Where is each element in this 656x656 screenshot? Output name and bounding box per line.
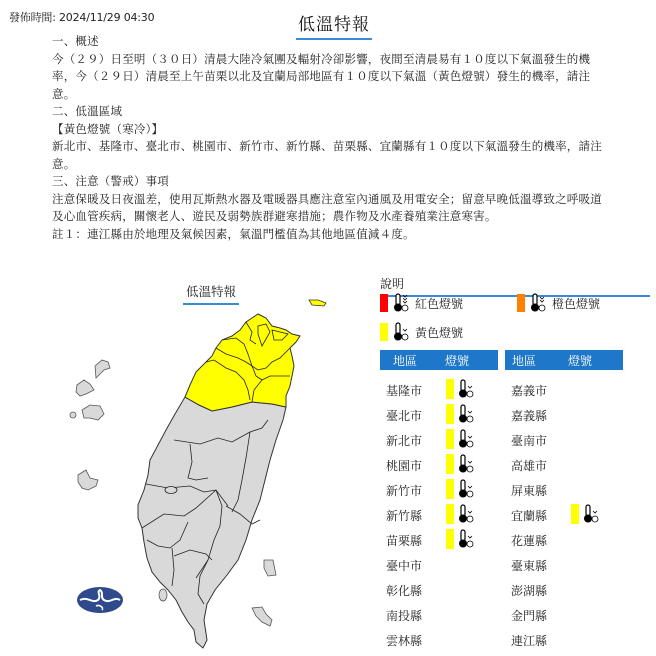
region-name: 高雄市 [511, 459, 548, 473]
table-row [511, 527, 626, 552]
cwa-logo-icon [77, 587, 123, 613]
issue-time: 發佈時間: 2024/11/29 04:30 [9, 11, 155, 24]
region-name: 連江縣 [511, 634, 548, 648]
region-name: 彰化縣 [386, 584, 423, 598]
thermometer-icon [457, 454, 475, 474]
table-row [386, 577, 501, 602]
region-name: 桃園市 [386, 459, 423, 473]
legend-title: 說明 [380, 275, 650, 297]
table-row [386, 377, 501, 402]
thermometer-icon [582, 504, 600, 524]
matsu-island [309, 300, 326, 306]
table-row [386, 502, 501, 527]
taiwan-north-yellow [185, 314, 300, 411]
legend-yellow-label: 黃色燈號 [415, 325, 464, 340]
yellow-swatch [446, 404, 454, 424]
thermometer-icon [457, 504, 475, 524]
yellow-signal [446, 379, 480, 399]
area-text: 新北市、基隆市、臺北市、桃園市、新竹市、新竹縣、苗栗縣、宜蘭縣有１０度以下氣溫發生的機率，請注意。 [52, 139, 602, 171]
table-row [511, 377, 626, 402]
region-name: 南投縣 [386, 609, 423, 623]
advisory-text [52, 33, 612, 243]
table-row [511, 452, 626, 477]
legend-red [380, 293, 463, 313]
caution-text: 注意保暖及日夜溫差，使用瓦斯熱水器及電暖器具應注意室內通風及用電安全；留意早晚低溫導致之呼吸道及心血管疾病，關懷老人、遊民及弱勢族群避寒措施；農作物及水產養殖業注意寒害。 [52, 191, 602, 223]
footnote: 註１：連江縣由於地理及氣候因素，氣溫門檻值為其他地區值減４度。 [52, 226, 415, 241]
region-name: 宜蘭縣 [511, 509, 548, 523]
yellow-swatch [571, 504, 579, 524]
overview-heading: 一、概述 [52, 34, 99, 48]
region-name: 雲林縣 [386, 634, 423, 648]
yellow-swatch [380, 323, 388, 341]
yellow-swatch [446, 454, 454, 474]
thermometer-icon [457, 529, 475, 549]
area-heading: 二、低溫區域 [52, 104, 123, 118]
region-name: 金門縣 [511, 609, 548, 623]
table-row [511, 402, 626, 427]
yellow-swatch [446, 379, 454, 399]
table-row [511, 427, 626, 452]
region-name: 嘉義縣 [511, 409, 548, 423]
region-name: 新竹市 [386, 484, 423, 498]
region-name: 臺東縣 [511, 559, 548, 573]
taiwan-map [40, 290, 340, 656]
table-row [386, 452, 501, 477]
legend-red-label: 紅色燈號 [415, 296, 464, 311]
table-row [386, 477, 501, 502]
thermometer-icon [392, 322, 410, 342]
yellow-signal [446, 404, 480, 424]
map-title: 低溫特報 [183, 282, 239, 305]
table-row [511, 602, 626, 627]
yellow-signal [446, 454, 480, 474]
table-row [511, 577, 626, 602]
penghu-island [95, 360, 110, 378]
thermometer-icon [457, 379, 475, 399]
region-name: 基隆市 [386, 384, 423, 398]
region-name: 嘉義市 [511, 384, 548, 398]
header-region: 地區 [512, 353, 537, 368]
region-name: 屏東縣 [511, 484, 548, 498]
red-swatch [380, 294, 388, 312]
thermometer-icon [457, 479, 475, 499]
region-name: 臺北市 [386, 409, 423, 423]
table-row [386, 427, 501, 452]
legend-orange [517, 293, 600, 313]
table-row [511, 477, 626, 502]
table-row [511, 502, 626, 527]
table-row [386, 402, 501, 427]
header-region: 地區 [393, 353, 418, 368]
yellow-swatch [446, 479, 454, 499]
table-row [511, 627, 626, 652]
yellow-swatch [446, 429, 454, 449]
table-row [386, 602, 501, 627]
yellow-signal [571, 504, 605, 524]
table-row [511, 552, 626, 577]
region-name: 臺中市 [386, 559, 423, 573]
region-name: 新竹縣 [386, 509, 423, 523]
header-signal: 燈號 [445, 353, 470, 368]
thermometer-icon [392, 293, 410, 313]
alert-level-label: 【黃色燈號（寒冷）】 [52, 121, 164, 136]
orange-swatch [517, 294, 525, 312]
yellow-signal [446, 529, 480, 549]
region-name: 新北市 [386, 434, 423, 448]
yellow-signal [446, 479, 480, 499]
table-row [386, 552, 501, 577]
region-name: 苗栗縣 [386, 534, 423, 548]
thermometer-icon [457, 404, 475, 424]
table-row [386, 527, 501, 552]
table-header-left [380, 350, 498, 370]
region-name: 臺南市 [511, 434, 548, 448]
yellow-swatch [446, 504, 454, 524]
table-row [386, 627, 501, 652]
caution-heading: 三、注意（警戒）事項 [52, 174, 169, 188]
legend-orange-label: 橙色燈號 [552, 296, 601, 311]
region-name: 澎湖縣 [511, 584, 548, 598]
thermometer-icon [457, 429, 475, 449]
yellow-signal [446, 504, 480, 524]
header-signal: 燈號 [568, 353, 593, 368]
thermometer-icon [529, 293, 547, 313]
table-header-right [505, 350, 623, 370]
yellow-signal [446, 429, 480, 449]
page-title: 低溫特報 [296, 10, 372, 40]
region-name: 花蓮縣 [511, 534, 548, 548]
overview-text: 今（２９）日至明（３０日）清晨大陸冷氣團及輻射冷卻影響，夜間至清晨易有１０度以下氣溫發生的機率，今（２９日）清晨至上午苗栗以北及宜蘭局部地區有１０度以下氣溫（黃色燈號）發生的機率，請注意。 [52, 51, 591, 101]
yellow-swatch [446, 529, 454, 549]
legend-yellow [380, 322, 463, 342]
